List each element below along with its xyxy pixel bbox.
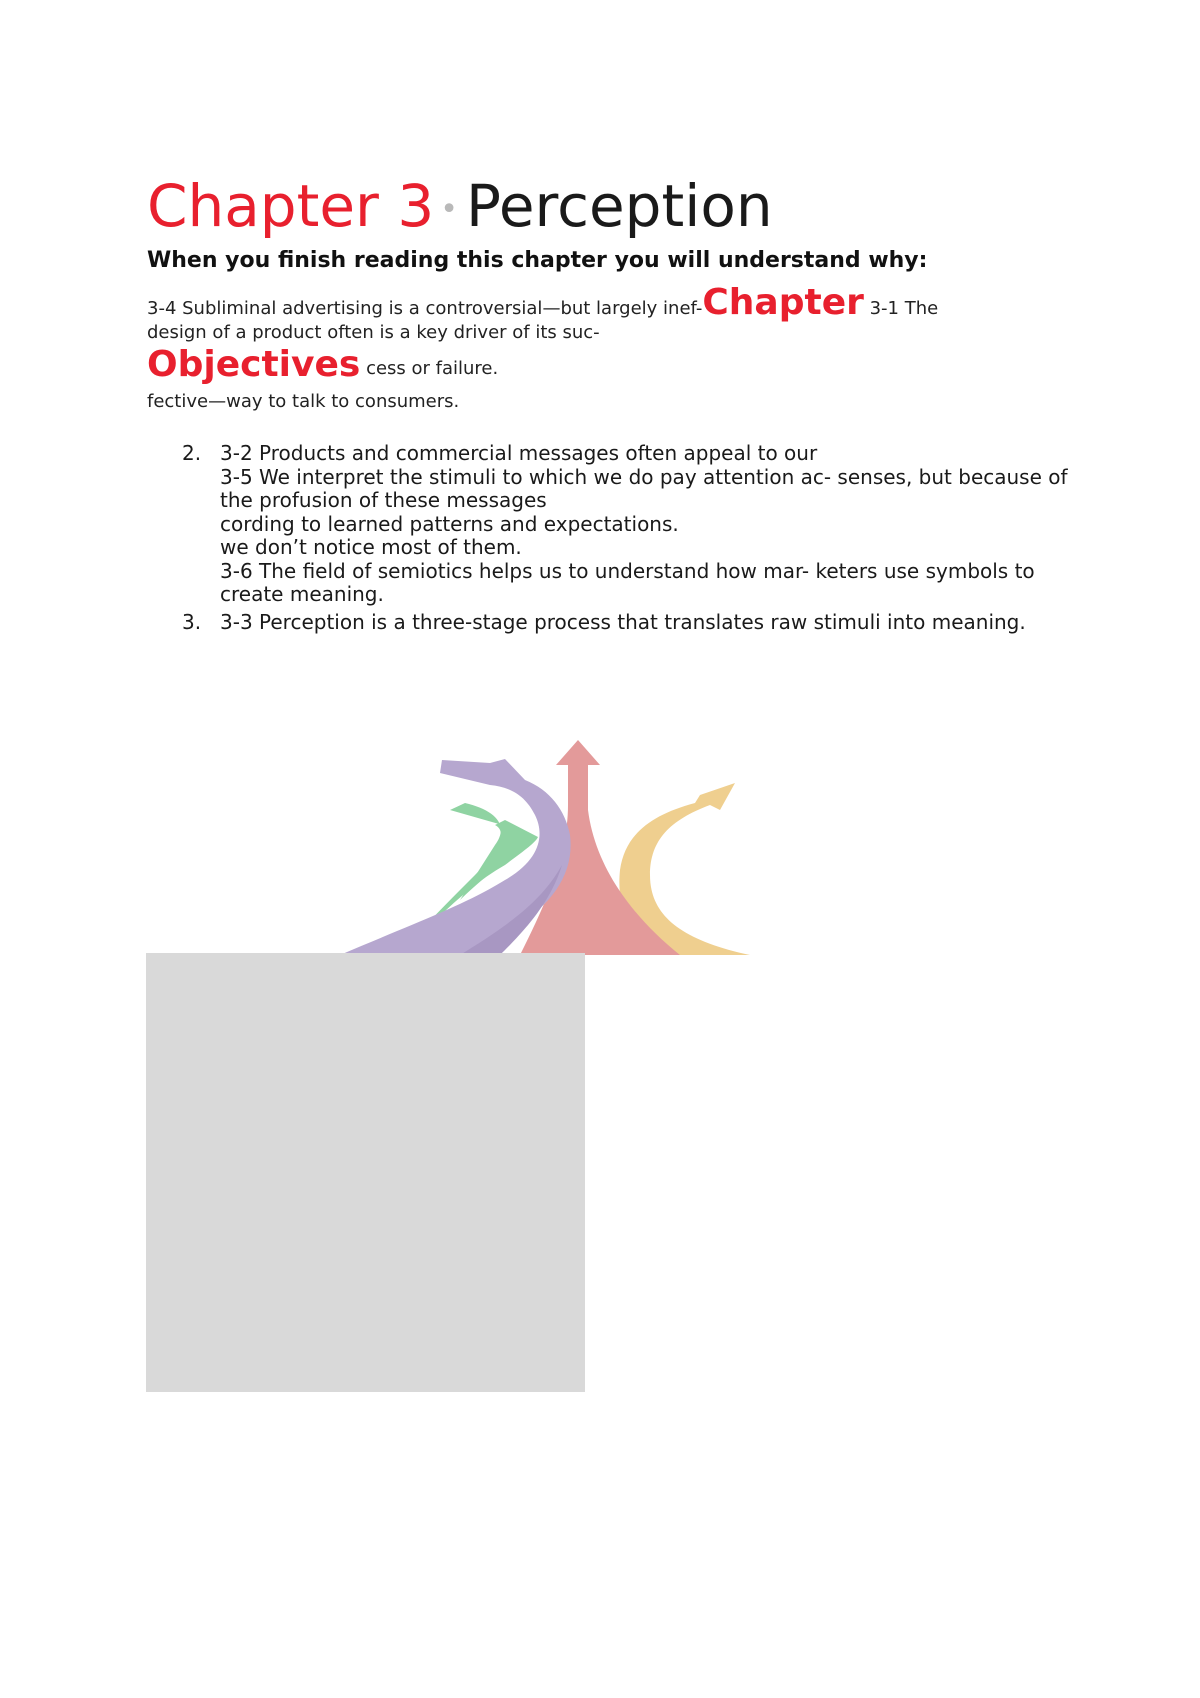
objectives-line-1 (147, 282, 938, 323)
list-item (175, 611, 1075, 635)
list-line: we don’t notice most of them. (220, 535, 522, 559)
objectives-line-4: fective—way to talk to consumers. (147, 391, 460, 412)
objectives-line-3 (147, 344, 498, 385)
objective-3-1-start: 3-1 The (869, 298, 939, 319)
list-item (175, 442, 1075, 607)
objective-3-4-start: 3-4 Subliminal advertising is a controversial—but largely inef- (147, 298, 703, 319)
title-separator: • (440, 191, 458, 227)
list-line: cording to learned patterns and expectations. (220, 511, 679, 536)
objective-3-1-end: cess or failure. (366, 358, 499, 379)
chapter-heading-word: Chapter (702, 282, 864, 323)
list-line: 3-6 The field of semiotics helps us to understand how mar- keters use symbols to create meaning. (220, 558, 1035, 606)
objectives-heading-word: Objectives (147, 344, 361, 385)
list-line: 3-2 Products and commercial messages often appeal to our (220, 441, 818, 465)
diverging-arrows-icon (300, 725, 840, 955)
list-item-number: 2. (182, 441, 202, 465)
list-line: 3-3 Perception is a three-stage process that translates raw stimuli into meaning. (220, 609, 1026, 634)
list-item-number: 3. (182, 609, 202, 634)
objectives-line-2: design of a product often is a key driver of its suc- (147, 322, 600, 343)
chapter-label: Chapter 3 (147, 172, 435, 240)
image-placeholder (146, 953, 585, 1392)
page-title (147, 170, 773, 246)
objectives-list (175, 442, 1075, 634)
objectives-intro: When you finish reading this chapter you will understand why: (147, 248, 928, 273)
list-line: 3-5 We interpret the stimuli to which we do pay attention ac- senses, but because of the profusion of these messages (220, 464, 1068, 512)
chapter-topic: Perception (465, 172, 773, 240)
